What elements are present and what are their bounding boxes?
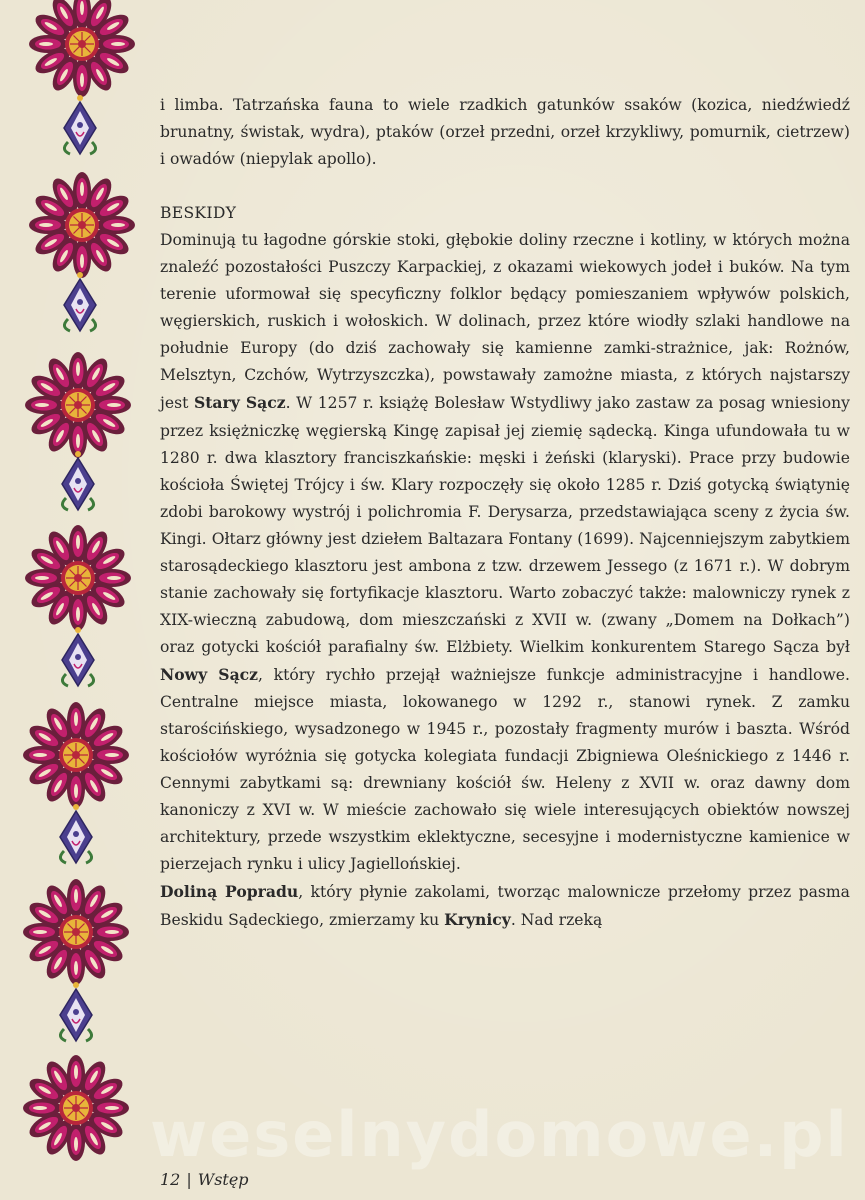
flower-icon bbox=[23, 702, 129, 808]
flower-icon bbox=[25, 525, 131, 631]
page-footer bbox=[160, 1170, 249, 1189]
body-paragraph-beskidy: Dominują tu łagodne górskie stoki, głębokie doliny rzeczne i kotliny, w których można znaleźć pozostałości Puszczy Karpackiej, z okazami wiekowych jodeł i buków. Na tym terenie uformował się specyficzny folklor będący pomieszaniem wpływów polskich, węgierskich, ruskich i wołoskich. W dolinach, przez które wiodły szlaki handlowe na południe Europy (do dziś zachowały się kamienne zamki-strażnice, jak: Rożnów, Melsztyn, Czchów, Wytrzyszczka), powstawały zamożne miasta, z których najstarszy jest Stary Sącz. W 1257 r. książę Bolesław Wstydliwy jako zastaw za posag wniesiony przez księżniczkę węgierską Kingę zapisał jej ziemię sądecką. Kinga ufundowała tu w 1280 r. dwa klasztory franciszkańskie: męski i żeński (klaryski). Prace przy budowie kościoła Świętej Trójcy i św. Klary rozpoczęły się około 1285 r. Dziś gotycką świątynię zdobi barokowy wystrój i polichromia F. Derysarza, przedstawiająca sceny z życia św. Kingi. Ołtarz główny jest dziełem Baltazara Fontany (1699). Najcenniejszym zabytkiem starosądeckiego klasztoru jest ambona z tzw. drzewem Jessego (z 1671 r.). W dobrym stanie zachowały się fortyfikacje klasztoru. Warto zobaczyć także: malowniczy rynek z XIX-wieczną zabudową, dom mieszczański z XVII w. (zwany „Domem na Dołkach”) oraz gotycki kościół parafialny św. Elżbiety. Wielkim konkurentem Starego Sącza był Nowy Sącz, który rychło przejął ważniejsze funkcje administracyjne i handlowe. Centralne miejsce miasta, lokowanego w 1292 r., stanowi rynek. Z zamku starościńskiego, wysadzonego w 1945 r., pozostały fragmenty murów i baszta. Wśród kościołów wyróżnia się gotycka kolegiata fundacji Zbigniewa Oleśnickiego z 1446 r. Cennymi zabytkami są: drewniany kościół św. Heleny z XVII w. oraz dawny dom kanoniczy z XVI w. W mieście zachowało się wiele interesujących obiektów nowszej architektury, przede wszystkim eklektyczne, secesyjne i modernistyczne kamienice w pierzejach rynku i ulicy Jagiellońskiej. bbox=[160, 231, 850, 874]
main-text bbox=[160, 92, 850, 934]
place-name: Stary Sącz bbox=[193, 393, 286, 413]
diamond-ornament-icon bbox=[64, 95, 96, 154]
flower-icon bbox=[25, 352, 131, 458]
place-name: Krynicy bbox=[444, 910, 511, 930]
diamond-ornament-icon bbox=[62, 627, 94, 686]
diamond-ornament-icon bbox=[62, 451, 94, 510]
diamond-ornament-icon bbox=[60, 804, 92, 863]
diamond-ornament-icon bbox=[64, 272, 96, 331]
section-heading: BESKIDY bbox=[160, 204, 237, 223]
flower-icon bbox=[29, 172, 135, 278]
section-name: Wstęp bbox=[197, 1170, 249, 1189]
place-name: Doliną Popradu bbox=[160, 882, 299, 902]
intro-paragraph: i limba. Tatrzańska fauna to wiele rzadkich gatunków ssaków (kozica, niedźwiedź brunatny, świstak, wydra), ptaków (orzeł przedni, orzeł krzykliwy, pomurnik, cietrzew) i owadów (niepylak apollo). bbox=[160, 96, 850, 169]
diamond-ornament-icon bbox=[60, 982, 92, 1041]
place-name: Nowy Sącz bbox=[160, 664, 259, 684]
flower-icon bbox=[29, 0, 135, 97]
footer-separator: | bbox=[186, 1170, 192, 1189]
watermark: weselnydomowe.pl bbox=[150, 1098, 849, 1171]
body-paragraph-poprad: Doliną Popradu, który płynie zakolami, tworząc malownicze przełomy przez pasma Beskidu Sądeckiego, zmierzamy ku Krynicy. Nad rzeką bbox=[160, 882, 850, 930]
flower-icon bbox=[23, 879, 129, 985]
floral-border bbox=[0, 0, 150, 1200]
flower-icon bbox=[23, 1055, 129, 1161]
page-number: 12 bbox=[160, 1170, 181, 1189]
